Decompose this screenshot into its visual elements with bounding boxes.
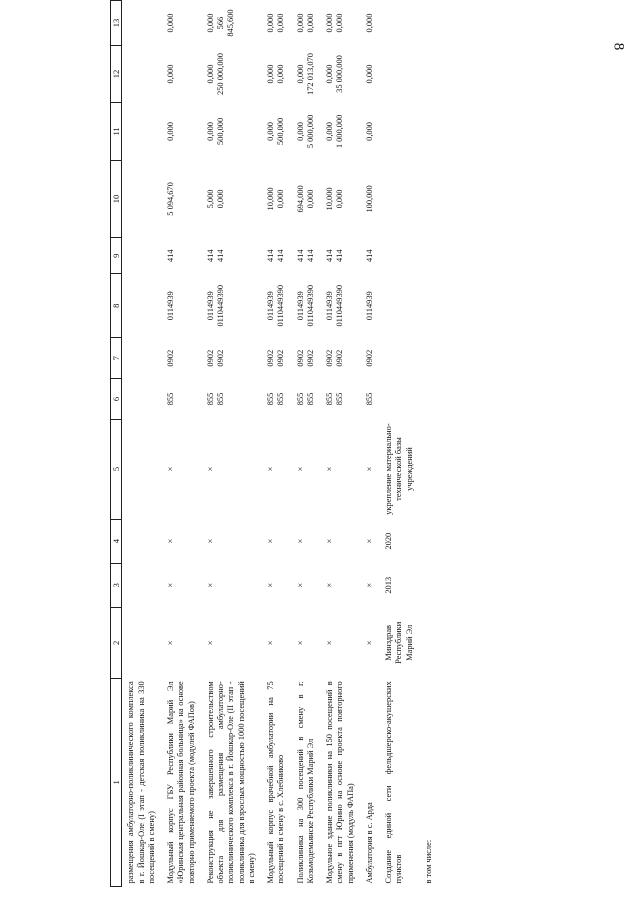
- cell-c3: ×: [295, 582, 305, 588]
- cell-value: 0,000: [205, 64, 215, 84]
- cell-value: 0114939: [166, 291, 176, 321]
- cell-c8: [288, 274, 318, 338]
- cell-c5: ×: [205, 466, 215, 472]
- cell-value: 0,000: [325, 13, 335, 33]
- cell-c8: [122, 274, 158, 338]
- cell-c5: ×: [266, 466, 276, 472]
- cell-c13: [158, 1, 198, 46]
- cell-value: 0110449390: [305, 284, 315, 327]
- cell-c3: ×: [364, 582, 374, 588]
- cell-c2: [416, 607, 435, 678]
- cell-value: 0,000: [266, 64, 276, 84]
- cell-c10: [376, 160, 416, 237]
- cell-value: 172 013,070: [305, 53, 315, 95]
- cell-c10: [122, 160, 158, 237]
- cell-value: 0902: [205, 349, 215, 367]
- cell-c7: [357, 338, 376, 379]
- col-header-8: 8: [111, 274, 122, 338]
- cell-c9: [288, 238, 318, 274]
- cell-c12: [288, 46, 318, 103]
- cell-c11: [122, 102, 158, 160]
- cell-value: 0902: [295, 349, 305, 367]
- cell-value: 0,000: [266, 13, 276, 33]
- cell-value: 10,000: [266, 187, 276, 211]
- cell-c10: [198, 160, 258, 237]
- cell-value: 0,000: [364, 64, 374, 84]
- cell-c11: [376, 102, 416, 160]
- cell-c9: [122, 238, 158, 274]
- cell-c5: ×: [325, 466, 335, 472]
- cell-value: 0,000: [325, 64, 335, 84]
- cell-c9: [357, 238, 376, 274]
- col-header-3: 3: [111, 563, 122, 607]
- cell-value: 35 000,000: [335, 55, 345, 93]
- cell-value: 414: [276, 249, 286, 263]
- table-row: [288, 1, 318, 887]
- cell-value: 0114939: [364, 291, 374, 321]
- header-row: [111, 1, 122, 887]
- cell-c9: [376, 238, 416, 274]
- cell-c6: [158, 379, 198, 419]
- row-name: в том числе:: [423, 839, 433, 884]
- cell-value: 0,000: [295, 13, 305, 33]
- cell-value: 414: [216, 249, 226, 263]
- cell-c11: [198, 102, 258, 160]
- cell-value: 855: [166, 392, 176, 406]
- cell-value: 500,000: [216, 117, 226, 146]
- cell-value: 414: [305, 249, 315, 263]
- cell-value: 0,000: [205, 13, 215, 33]
- cell-c6: [198, 379, 258, 419]
- cell-c2: ×: [295, 640, 305, 646]
- cell-c10: [357, 160, 376, 237]
- cell-c13: [258, 1, 288, 46]
- cell-value: 0,000: [335, 189, 345, 209]
- cell-value: 0114939: [295, 291, 305, 321]
- cell-c11: [158, 102, 198, 160]
- col-header-6: 6: [111, 379, 122, 419]
- cell-c9: [258, 238, 288, 274]
- row-name: Амбулатория в с. Арда: [364, 802, 374, 884]
- cell-value: 0,000: [335, 13, 345, 33]
- table-row: [198, 1, 258, 887]
- cell-c11: [258, 102, 288, 160]
- cell-c7: [416, 338, 435, 379]
- cell-c11: [416, 102, 435, 160]
- row-name: Создание единой сети фельдшерско-акушерских пунктов: [384, 681, 404, 884]
- cell-c5: ×: [166, 466, 176, 472]
- cell-value: 0902: [216, 349, 226, 367]
- cell-c4: ×: [325, 538, 335, 544]
- cell-c2: [122, 607, 158, 678]
- cell-value: 100,000: [364, 185, 374, 213]
- cell-value: 0114939: [205, 291, 215, 321]
- cell-c2: ×: [166, 640, 176, 646]
- cell-c2: ×: [266, 640, 276, 646]
- cell-value: 855: [364, 392, 374, 406]
- cell-c12: [198, 46, 258, 103]
- cell-c3: [416, 563, 435, 607]
- cell-c5: [416, 419, 435, 519]
- cell-c12: [357, 46, 376, 103]
- cell-value: 414: [325, 249, 335, 263]
- row-name: размещения амбулаторно-поликлинического комплекса в г. Йошкар-Оле (I этап - детская поликлиника на 330 посещений в смену): [126, 681, 156, 884]
- cell-c3: 2013: [384, 576, 394, 594]
- cell-c12: [317, 46, 357, 103]
- cell-value: 0902: [166, 349, 176, 367]
- cell-c3: ×: [166, 582, 176, 588]
- cell-c6: [376, 379, 416, 419]
- cell-value: 855: [276, 392, 286, 406]
- col-header-13: 13: [111, 1, 122, 46]
- cell-value: 500,000: [276, 117, 286, 146]
- cell-value: 414: [205, 249, 215, 263]
- col-header-9: 9: [111, 238, 122, 274]
- table-row: [376, 1, 416, 887]
- table-row: [357, 1, 376, 887]
- cell-value: 0,000: [216, 189, 226, 209]
- cell-value: 855: [205, 392, 215, 406]
- cell-c3: ×: [266, 582, 276, 588]
- cell-c12: [122, 46, 158, 103]
- cell-value: 694,000: [295, 185, 305, 213]
- cell-c12: [158, 46, 198, 103]
- cell-c5: ×: [364, 466, 374, 472]
- cell-c8: [357, 274, 376, 338]
- row-name: Модульный корпус ГБУ Республики Марий Эл «Юринская центральная районная больница» на основе повторно применяемого проекта (модулей ФАПов): [166, 681, 196, 884]
- cell-c7: [317, 338, 357, 379]
- cell-c7: [376, 338, 416, 379]
- cell-value: 566 845,600: [216, 9, 236, 37]
- cell-c4: [416, 519, 435, 563]
- cell-c13: [376, 1, 416, 46]
- cell-c3: ×: [205, 582, 215, 588]
- cell-c2: ×: [205, 640, 215, 646]
- cell-c8: [376, 274, 416, 338]
- cell-c4: ×: [205, 538, 215, 544]
- cell-c4: ×: [295, 538, 305, 544]
- cell-value: 0902: [276, 349, 286, 367]
- cell-value: 5 094,670: [166, 182, 176, 216]
- cell-c3: [122, 563, 158, 607]
- cell-c4: ×: [166, 538, 176, 544]
- cell-c6: [258, 379, 288, 419]
- cell-value: 0,000: [276, 13, 286, 33]
- cell-value: 0,000: [295, 64, 305, 84]
- cell-c6: [122, 379, 158, 419]
- cell-c11: [357, 102, 376, 160]
- cell-value: 855: [325, 392, 335, 406]
- cell-value: 0902: [266, 349, 276, 367]
- cell-value: 5,000: [205, 189, 215, 209]
- table-row: [158, 1, 198, 887]
- cell-c13: [198, 1, 258, 46]
- cell-c10: [317, 160, 357, 237]
- cell-value: 0,000: [364, 122, 374, 141]
- cell-c13: [122, 1, 158, 46]
- cell-c12: [416, 46, 435, 103]
- cell-value: 0110449390: [216, 284, 226, 327]
- cell-c8: [317, 274, 357, 338]
- cell-value: 0,000: [205, 122, 215, 141]
- cell-value: 414: [295, 249, 305, 263]
- cell-c13: [317, 1, 357, 46]
- cell-value: 414: [166, 249, 176, 263]
- cell-value: 1 000,000: [335, 114, 345, 149]
- cell-c13: [416, 1, 435, 46]
- cell-value: 0902: [335, 349, 345, 367]
- cell-c7: [122, 338, 158, 379]
- cell-value: 0902: [305, 349, 315, 367]
- cell-value: 0,000: [166, 122, 176, 141]
- cell-c7: [198, 338, 258, 379]
- cell-value: 414: [266, 249, 276, 263]
- col-header-1: 1: [111, 678, 122, 886]
- row-name: Поликлиника на 300 посещений в смену в г. Козьмодемьянске Республики Марий Эл: [295, 681, 315, 884]
- cell-value: 414: [364, 249, 374, 263]
- cell-value: 0,000: [166, 13, 176, 33]
- cell-value: 414: [335, 249, 345, 263]
- cell-c8: [198, 274, 258, 338]
- table-row: [317, 1, 357, 887]
- cell-value: 0110449390: [276, 284, 286, 327]
- cell-value: 0114939: [325, 291, 335, 321]
- cell-c4: ×: [364, 538, 374, 544]
- cell-value: 0,000: [276, 189, 286, 209]
- cell-value: 0902: [325, 349, 335, 367]
- table-row: [122, 1, 158, 887]
- cell-value: 0,000: [166, 64, 176, 84]
- table-body: [122, 1, 435, 887]
- cell-c11: [288, 102, 318, 160]
- cell-c6: [416, 379, 435, 419]
- col-header-2: 2: [111, 607, 122, 678]
- cell-c10: [158, 160, 198, 237]
- cell-c9: [158, 238, 198, 274]
- cell-value: 0,000: [305, 13, 315, 33]
- budget-table: [110, 0, 435, 887]
- cell-c5: ×: [295, 466, 305, 472]
- cell-value: 250 000,000: [216, 53, 226, 95]
- cell-c13: [357, 1, 376, 46]
- cell-c4: [122, 519, 158, 563]
- cell-c12: [258, 46, 288, 103]
- col-header-5: 5: [111, 419, 122, 519]
- cell-c12: [376, 46, 416, 103]
- row-name: Модульное здание поликлиники на 150 посещений в смену в пгт Юрино на основе проекта повторного применения (модуль ФАПа): [325, 681, 355, 884]
- cell-c6: [288, 379, 318, 419]
- cell-value: 855: [266, 392, 276, 406]
- cell-value: 855: [305, 392, 315, 406]
- cell-value: 0,000: [325, 122, 335, 141]
- cell-value: 0,000: [364, 13, 374, 33]
- cell-c4: ×: [266, 538, 276, 544]
- cell-value: 0,000: [305, 189, 315, 209]
- cell-value: 0,000: [276, 64, 286, 84]
- col-header-4: 4: [111, 519, 122, 563]
- cell-c5: укрепление материально-технической базы учреждений: [384, 423, 414, 515]
- col-header-10: 10: [111, 160, 122, 237]
- cell-value: 855: [335, 392, 345, 406]
- cell-value: 0,000: [266, 122, 276, 141]
- cell-value: 0110449390: [335, 284, 345, 327]
- cell-value: 0,000: [295, 122, 305, 141]
- table-row: [416, 1, 435, 887]
- cell-c11: [317, 102, 357, 160]
- cell-c9: [317, 238, 357, 274]
- cell-c5: [122, 419, 158, 519]
- cell-c9: [198, 238, 258, 274]
- cell-c10: [416, 160, 435, 237]
- cell-c2: ×: [364, 640, 374, 646]
- cell-c2: Минздрав Республики Марий Эл: [384, 621, 414, 664]
- col-header-11: 11: [111, 102, 122, 160]
- cell-value: 10,000: [325, 187, 335, 211]
- table-row: [258, 1, 288, 887]
- row-name: Реконструкция не завершенного строительством объекта для размещения амбулаторно-поликлинического комплекса в г. Йошкар-Оле (II этап - поликлиника для взрослых мощностью 1000 посещений в смену): [205, 681, 256, 884]
- cell-value: 0902: [364, 349, 374, 367]
- cell-c3: ×: [325, 582, 335, 588]
- cell-c8: [258, 274, 288, 338]
- cell-c10: [258, 160, 288, 237]
- cell-c10: [288, 160, 318, 237]
- cell-value: 0114939: [266, 291, 276, 321]
- cell-c9: [416, 238, 435, 274]
- cell-c2: ×: [325, 640, 335, 646]
- col-header-7: 7: [111, 338, 122, 379]
- cell-c4: 2020: [384, 532, 394, 550]
- cell-value: 5 000,000: [305, 114, 315, 149]
- cell-c13: [288, 1, 318, 46]
- cell-value: 855: [216, 392, 226, 406]
- page-number: 8: [610, 42, 627, 51]
- cell-c6: [317, 379, 357, 419]
- cell-c7: [288, 338, 318, 379]
- cell-c7: [258, 338, 288, 379]
- cell-c7: [158, 338, 198, 379]
- cell-c8: [416, 274, 435, 338]
- cell-c8: [158, 274, 198, 338]
- cell-value: 855: [295, 392, 305, 406]
- cell-c6: [357, 379, 376, 419]
- col-header-12: 12: [111, 46, 122, 103]
- row-name: Модульный корпус врачебной амбулатории на 75 посещений в смену в с. Хлебниково: [266, 681, 286, 884]
